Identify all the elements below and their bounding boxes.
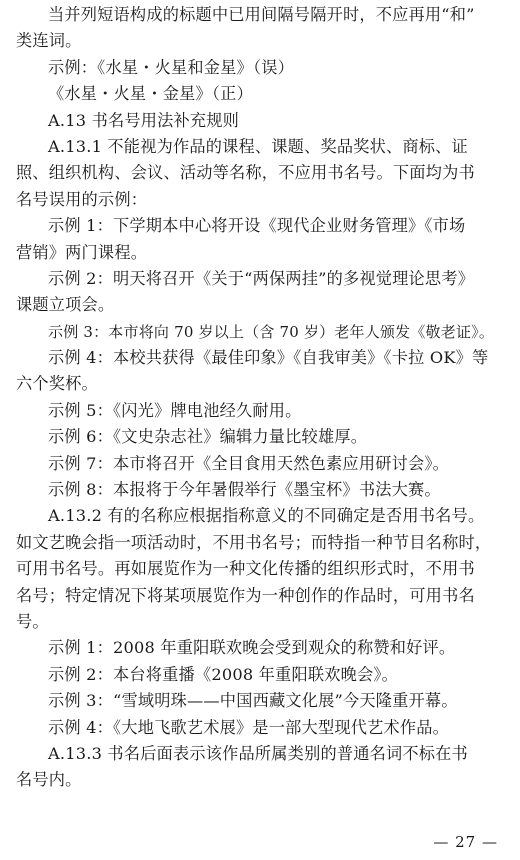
text-line: 号。	[16, 611, 49, 631]
text-line: 当并列短语构成的标题中已用间隔号隔开时，不应再用“和”	[48, 5, 475, 24]
text-line: 示例 2：明天将召开《关于“两保两挂”的多视觉理论思考》	[48, 268, 475, 288]
text-line: 类连词。	[16, 31, 82, 51]
text-line: A.13.2 有的名称应根据指称意义的不同确定是否用书名号。	[48, 506, 485, 526]
text-line: 示例 4：本校共获得《最佳印象》《自我审美》《卡拉 OK》等	[48, 348, 489, 368]
text-line: 示例 4：《大地飞歌艺术展》是一部大型现代艺术作品。	[48, 717, 450, 737]
text-line: 示例 3：本市将向 70 岁以上（含 70 岁）老年人颁发《敬老证》。	[48, 322, 495, 341]
text-line: 如文艺晚会指一项活动时，不用书名号；而特指一种节目名称时，	[16, 532, 492, 552]
text-line: 名号误用的示例：	[16, 189, 148, 209]
text-line: 《水星・火星・金星》（正）	[48, 84, 253, 104]
text-line: 示例：《水星・火星和金星》（误）	[48, 57, 294, 77]
text-line: 示例 1：2008 年重阳联欢晚会受到观众的称赞和好评。	[48, 638, 456, 658]
text-line: 名号内。	[16, 770, 82, 790]
text-line: A.13 书名号用法补充规则	[48, 110, 240, 130]
text-line: 营销》两门课程。	[16, 242, 148, 262]
text-line: 示例 8：本报将于今年暑假举行《墨宝杯》书法大赛。	[48, 480, 441, 500]
text-line: 示例 7：本市将召开《全目食用天然色素应用研讨会》。	[48, 453, 450, 473]
text-line: 示例 2：本台将重播《2008 年重阳联欢晚会》。	[48, 664, 399, 684]
text-line: 示例 6：《文史杂志社》编辑力量比较雄厚。	[48, 427, 368, 447]
text-line: 示例 5：《闪光》牌电池经久耐用。	[48, 400, 302, 420]
text-line: 名号；特定情况下将某项展览作为一种创作的作品时，可用书名	[16, 585, 475, 605]
text-line: 示例 3：“雪域明珠——中国西藏文化展”今天隆重开幕。	[48, 691, 458, 711]
text-line: 课题立项会。	[16, 295, 115, 315]
page-number: — 27 —	[433, 833, 498, 851]
text-line: A.13.1 不能视为作品的课程、课题、奖品奖状、商标、证	[48, 136, 468, 156]
text-line: 示例 1：下学期本中心将开设《现代企业财务管理》《市场	[48, 216, 466, 236]
text-line: A.13.3 书名后面表示该作品所属类别的普通名词不标在书	[48, 743, 468, 763]
text-line: 可用书名号。再如展览作为一种文化传播的组织形式时，不用书	[16, 559, 475, 579]
document-body	[16, 2, 496, 794]
text-line: 六个奖杯。	[16, 374, 98, 394]
text-line: 照、组织机构、会议、活动等名称，不应用书名号。下面均为书	[16, 163, 475, 183]
